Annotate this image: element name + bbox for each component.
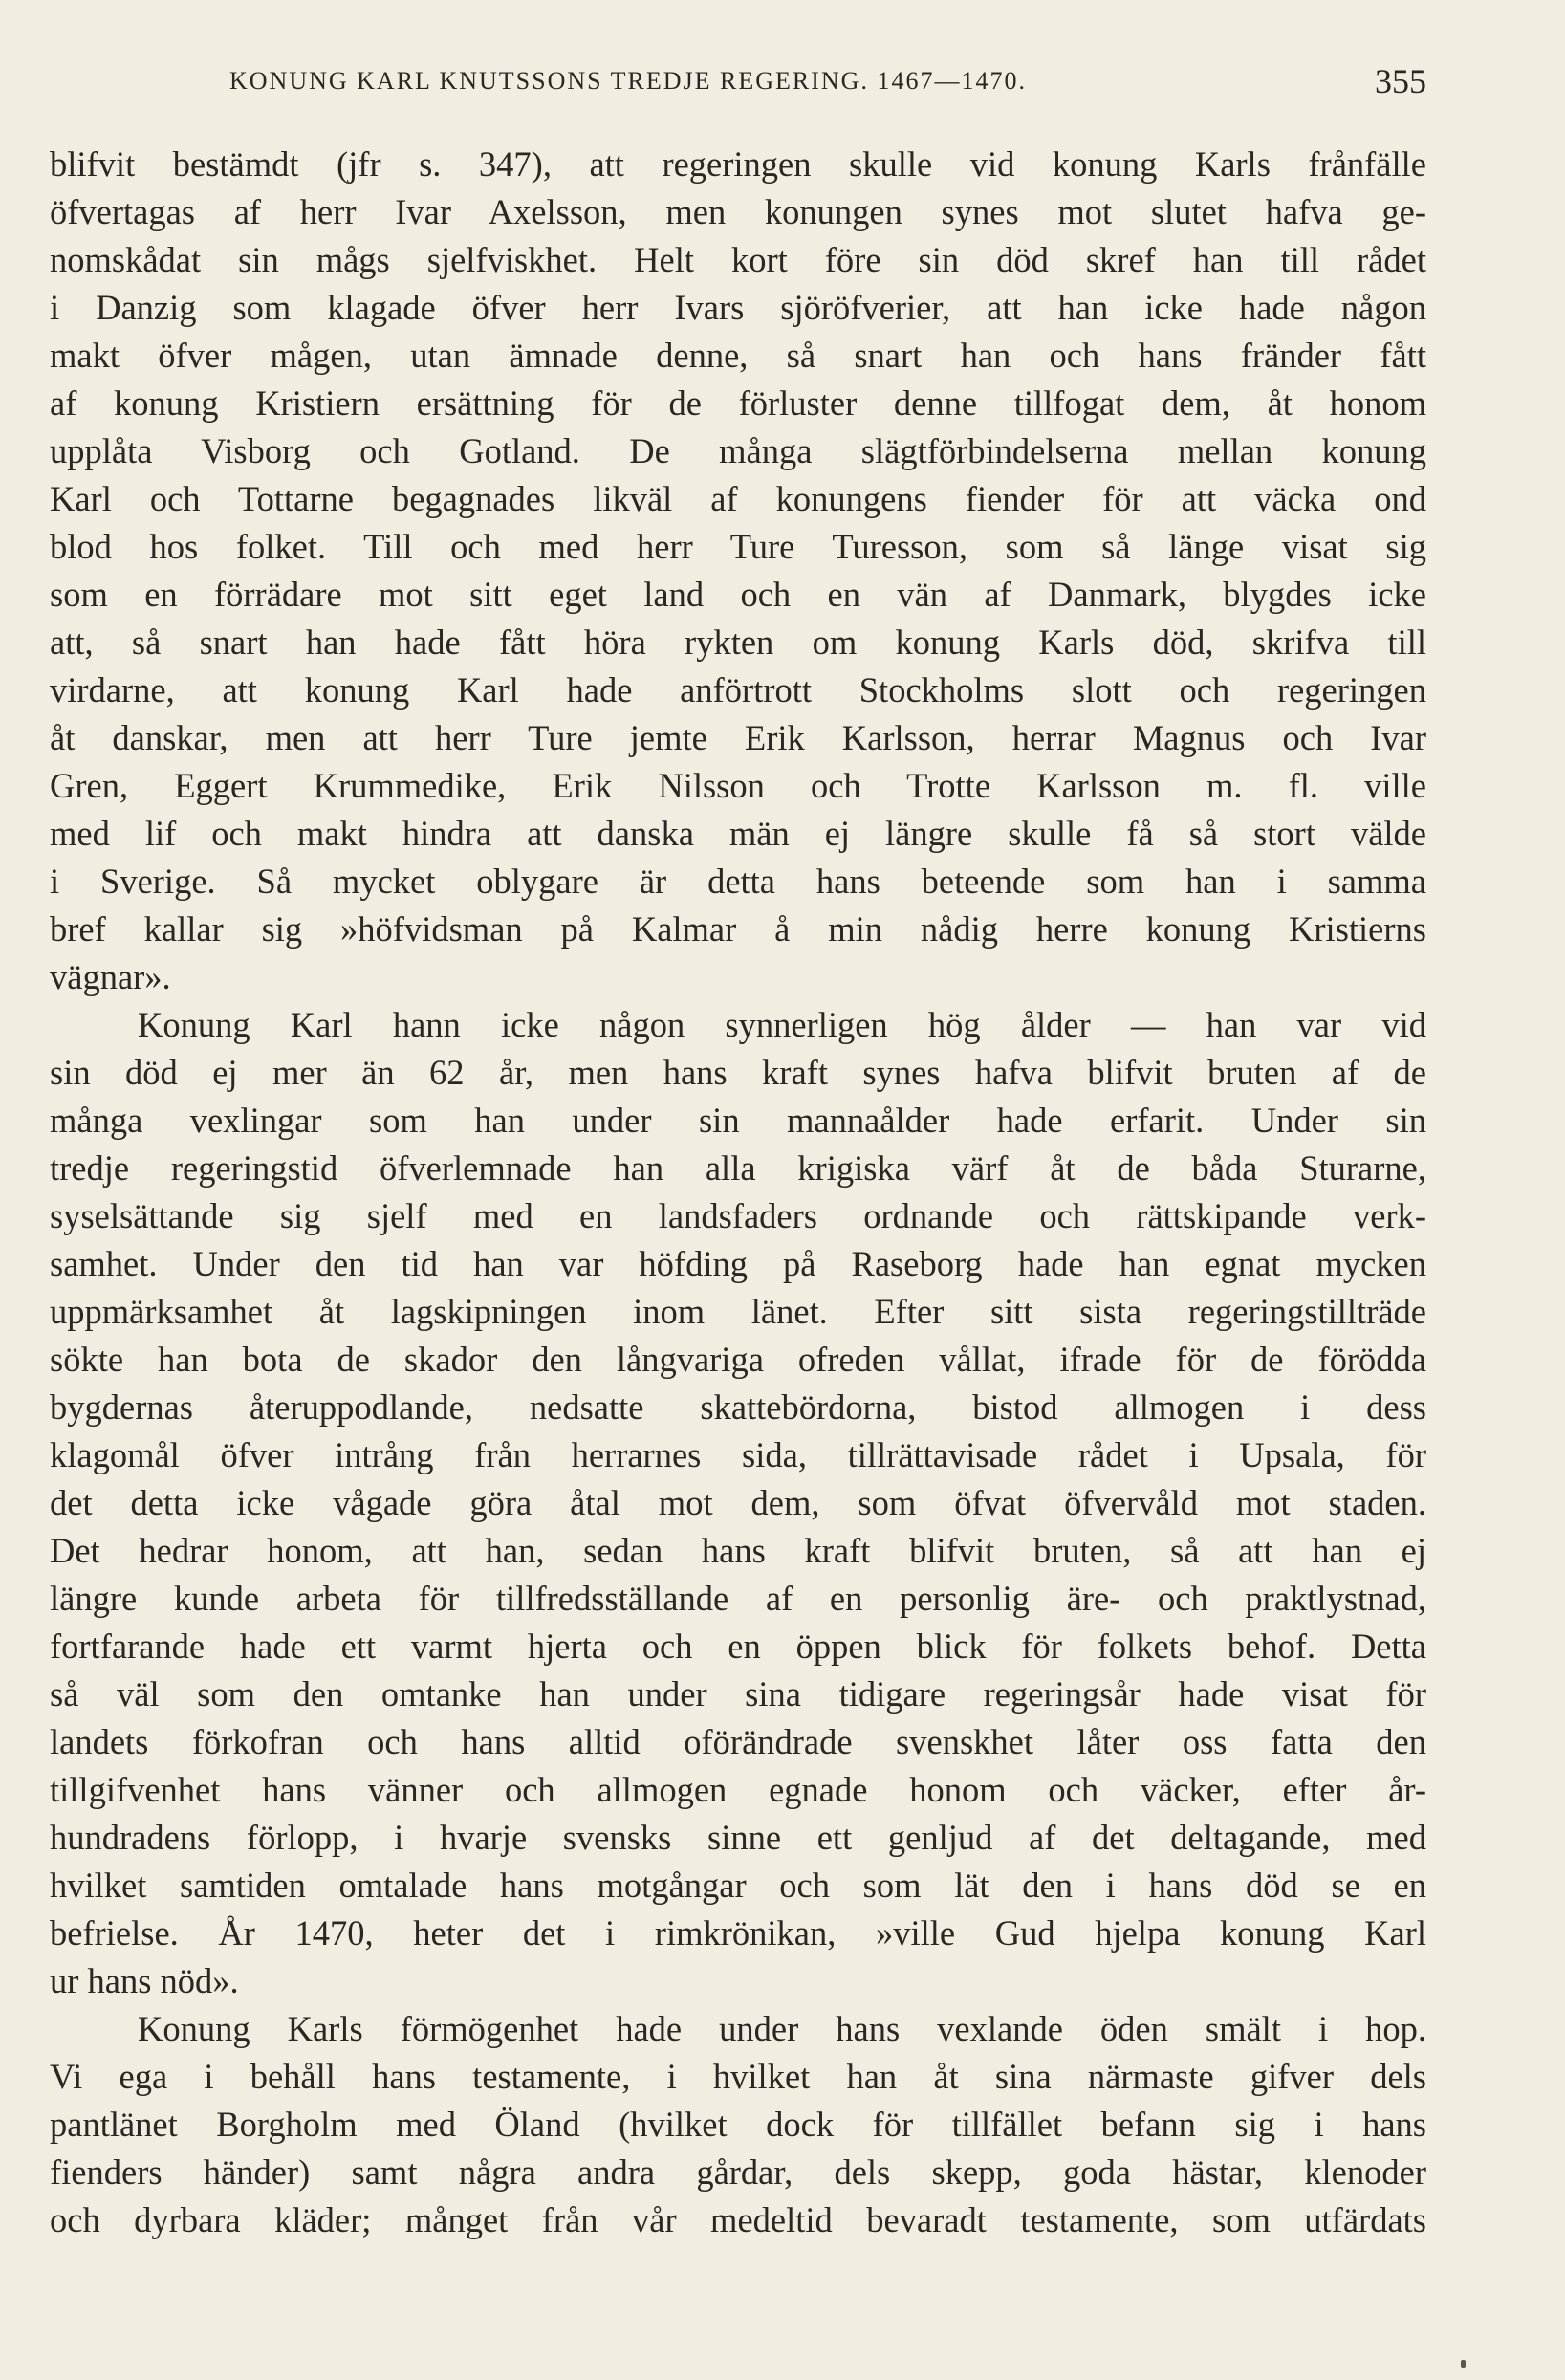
text-line: bygdernas återuppodlande, nedsatte skattebördorna, bistod allmogen i dess [50,1387,1426,1427]
text-line: som en förrädare mot sitt eget land och en vän af Danmark, blygdes icke [50,575,1426,614]
text-line: blod hos folket. Till och med herr Ture Turesson, som så länge visat sig [50,527,1426,566]
text-line: öfvertagas af herr Ivar Axelsson, men konungen synes mot slutet hafva ge- [50,192,1426,231]
text-line: tillgifvenhet hans vänner och allmogen egnade honom och väcker, efter år- [50,1770,1426,1809]
text-line: Konung Karls förmögenhet hade under hans vexlande öden smält i hop. [138,2009,1426,2048]
text-line: vägnar». [50,957,171,996]
text-line: klagomål öfver intrång från herrarnes sida, tillrättavisade rådet i Upsala, för [50,1435,1426,1474]
text-line: samhet. Under den tid han var höfding på Raseborg hade han egnat mycken [50,1244,1426,1283]
text-line: längre kunde arbeta för tillfredsställande af en personlig äre- och praktlystnad, [50,1579,1426,1618]
text-line: nomskådat sin mågs sjelfviskhet. Helt kort före sin död skref han till rådet [50,240,1426,279]
text-line: många vexlingar som han under sin mannaålder hade erfarit. Under sin [50,1101,1426,1140]
page-number: 355 [1375,62,1426,100]
running-head [229,62,1426,105]
text-line: sökte han bota de skador den långvariga ofreden vållat, ifrade för de förödda [50,1340,1426,1379]
text-line: af konung Kristiern ersättning för de förluster denne tillfogat dem, åt honom [50,383,1426,423]
text-line: uppmärksamhet åt lagskipningen inom länet. Efter sitt sista regeringstillträde [50,1292,1426,1331]
text-line: landets förkofran och hans alltid oförändrade svenskhet låter oss fatta den [50,1722,1426,1761]
text-line: hundradens förlopp, i hvarje svensks sinne ett genljud af det deltagande, med [50,1818,1426,1857]
text-line: pantlänet Borgholm med Öland (hvilket dock för tillfället befann sig i hans [50,2105,1426,2144]
text-line: åt danskar, men att herr Ture jemte Erik Karlsson, herrar Magnus och Ivar [50,718,1426,757]
ink-speck [1461,2360,1466,2368]
text-line: Gren, Eggert Krummedike, Erik Nilsson och Trotte Karlsson m. fl. ville [50,766,1426,805]
text-line: blifvit bestämdt (jfr s. 347), att regeringen skulle vid konung Karls frånfälle [50,144,1426,184]
text-line: upplåta Visborg och Gotland. De många slägtförbindelserna mellan konung [50,431,1426,470]
text-line: Konung Karl hann icke någon synnerligen hög ålder — han var vid [138,1005,1426,1044]
text-line: att, så snart han hade fått höra rykten om konung Karls död, skrifva till [50,622,1426,662]
text-line: fortfarande hade ett varmt hjerta och en öppen blick för folkets behof. Detta [50,1627,1426,1666]
text-line: med lif och makt hindra att danska män ej längre skulle få så stort välde [50,814,1426,853]
text-line: så väl som den omtanke han under sina tidigare regeringsår hade visat för [50,1674,1426,1714]
text-line: det detta icke vågade göra åtal mot dem, som öfvat öfvervåld mot staden. [50,1483,1426,1522]
text-line: virdarne, att konung Karl hade anförtrott Stockholms slott och regeringen [50,670,1426,710]
text-line: i Danzig som klagade öfver herr Ivars sjöröfverier, att han icke hade någon [50,288,1426,327]
text-line: syselsättande sig sjelf med en landsfaders ordnande och rättskipande verk- [50,1196,1426,1235]
text-line: bref kallar sig »höfvidsman på Kalmar å min nådig herre konung Kristierns [50,909,1426,949]
text-line: och dyrbara kläder; månget från vår medeltid bevaradt testamente, som utfärdats [50,2200,1426,2239]
text-line: tredje regeringstid öfverlemnade han alla krigiska värf åt de båda Sturarne, [50,1148,1426,1188]
running-head-title: KONUNG KARL KNUTSSONS TREDJE REGERING. 1467—1470. [229,67,1027,95]
text-line: makt öfver mågen, utan ämnade denne, så snart han och hans fränder fått [50,336,1426,375]
text-line: Det hedrar honom, att han, sedan hans kraft blifvit bruten, så att han ej [50,1531,1426,1570]
text-line: fienders händer) samt några andra gårdar, dels skepp, goda hästar, klenoder [50,2152,1426,2192]
body-text [50,141,1426,2244]
text-line: ur hans nöd». [50,1961,239,2000]
text-line: Vi ega i behåll hans testamente, i hvilket han åt sina närmaste gifver dels [50,2057,1426,2096]
text-line: i Sverige. Så mycket oblygare är detta hans beteende som han i samma [50,862,1426,901]
text-line: hvilket samtiden omtalade hans motgångar och som lät den i hans död se en [50,1866,1426,1905]
text-line: sin död ej mer än 62 år, men hans kraft synes hafva blifvit bruten af de [50,1053,1426,1092]
text-line: befrielse. År 1470, heter det i rimkrönikan, »ville Gud hjelpa konung Karl [50,1913,1426,1953]
text-line: Karl och Tottarne begagnades likväl af konungens fiender för att väcka ond [50,479,1426,518]
